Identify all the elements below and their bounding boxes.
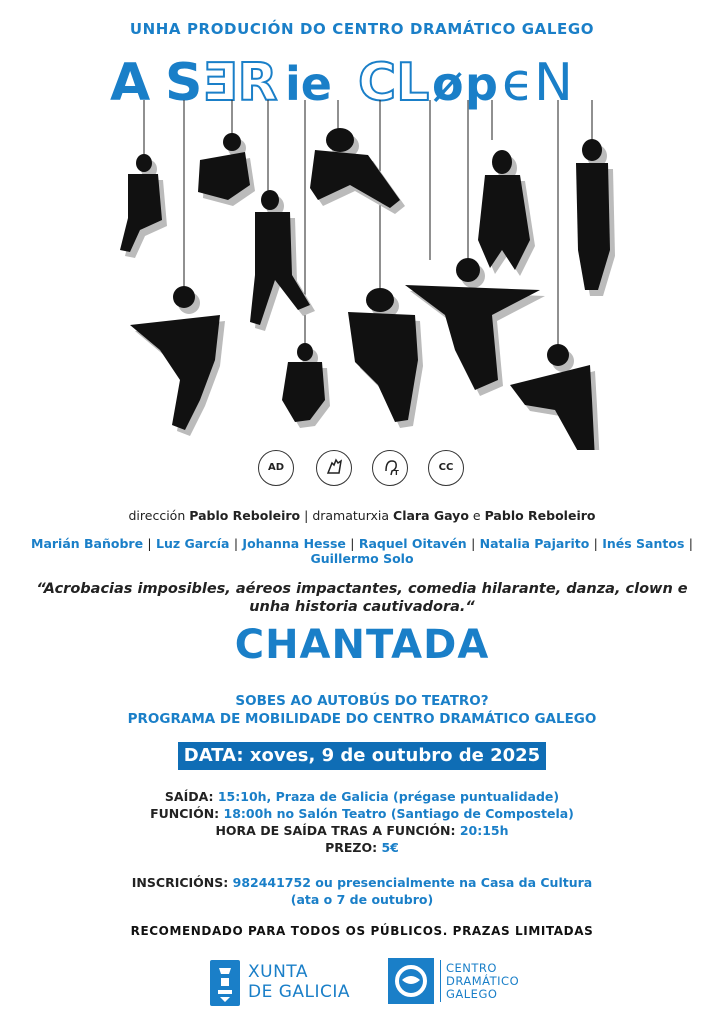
title-part: A <box>110 53 151 113</box>
accessibility-icons <box>258 450 468 490</box>
tagline-quote: “Acrobacias imposibles, aéreos impactantes, comedia hilarante, danza, clown e unha historia cautivadora.“ <box>36 581 688 615</box>
title-part: ø <box>432 57 464 111</box>
cast-member: Natalia Pajarito <box>479 536 590 551</box>
registration-info: INSCRICIÓNS: 982441752 ou presencialmente na Casa da Cultura (ata o 7 de outubro) <box>131 875 593 907</box>
city-heading: CHANTADA <box>234 622 490 668</box>
return-row: HORA DE SAÍDA TRAS A FUNCIÓN: 20:15h <box>215 823 509 838</box>
suspended-dancers-illustration <box>100 100 620 450</box>
date-banner <box>0 742 724 770</box>
hearing-loop-icon <box>372 450 408 486</box>
audio-description-icon: AD <box>258 450 294 486</box>
cast-member: Guillermo Solo <box>310 551 414 566</box>
credits-line: dirección Pablo Reboleiro | dramaturxia Clara Gayo e Pablo Reboleiro <box>128 508 596 523</box>
cdg-emblem-icon <box>388 958 436 1004</box>
production-line: UNHA PRODUCIÓN DO CENTRO DRAMÁTICO GALEGO <box>129 20 595 38</box>
cast-member: Johanna Hesse <box>242 536 346 551</box>
cast-member: Luz García <box>156 536 230 551</box>
cast-member: Raquel Oitavén <box>358 536 467 551</box>
title-part: ƎR <box>202 53 278 113</box>
sign-language-icon <box>316 450 352 486</box>
title-part: ϵN <box>502 53 573 113</box>
closed-captions-icon: CC <box>428 450 464 486</box>
svg-text:T: T <box>393 469 399 477</box>
xunta-crest-icon <box>210 960 240 1006</box>
show-row: FUNCIÓN: 18:00h no Salón Teatro (Santiago de Compostela) <box>150 806 574 821</box>
title-part: ie <box>285 57 332 111</box>
xunta-de-galicia-logo: XUNTA DE GALICIA <box>210 960 380 1010</box>
centro-dramatico-galego-logo: CENTRO DRAMÁTICO GALEGO <box>388 958 548 1008</box>
trip-details <box>0 788 724 856</box>
title-part: CL <box>358 53 430 113</box>
cast-list: Marián Bañobre | Luz García | Johanna Hesse | Raquel Oitavén | Natalia Pajarito | Inés Santos | Guillermo Solo <box>31 536 693 566</box>
departure-row: SAÍDA: 15:10h, Praza de Galicia (prégase puntualidade) <box>164 789 560 804</box>
cast-member: Inés Santos <box>602 536 685 551</box>
price-row: PREZO: 5€ <box>325 840 399 855</box>
title-part: p <box>465 57 498 111</box>
recommendation-note: RECOMENDADO PARA TODOS OS PÚBLICOS. PRAZAS LIMITADAS <box>130 924 594 938</box>
cast-member: Marián Bañobre <box>31 536 144 551</box>
title-part: S <box>165 53 203 113</box>
event-date: DATA: xoves, 9 de outubro de 2025 <box>178 742 546 770</box>
mobility-program: SOBES AO AUTOBÚS DO TEATRO? PROGRAMA DE MOBILIDADE DO CENTRO DRAMÁTICO GALEGO <box>127 693 597 727</box>
